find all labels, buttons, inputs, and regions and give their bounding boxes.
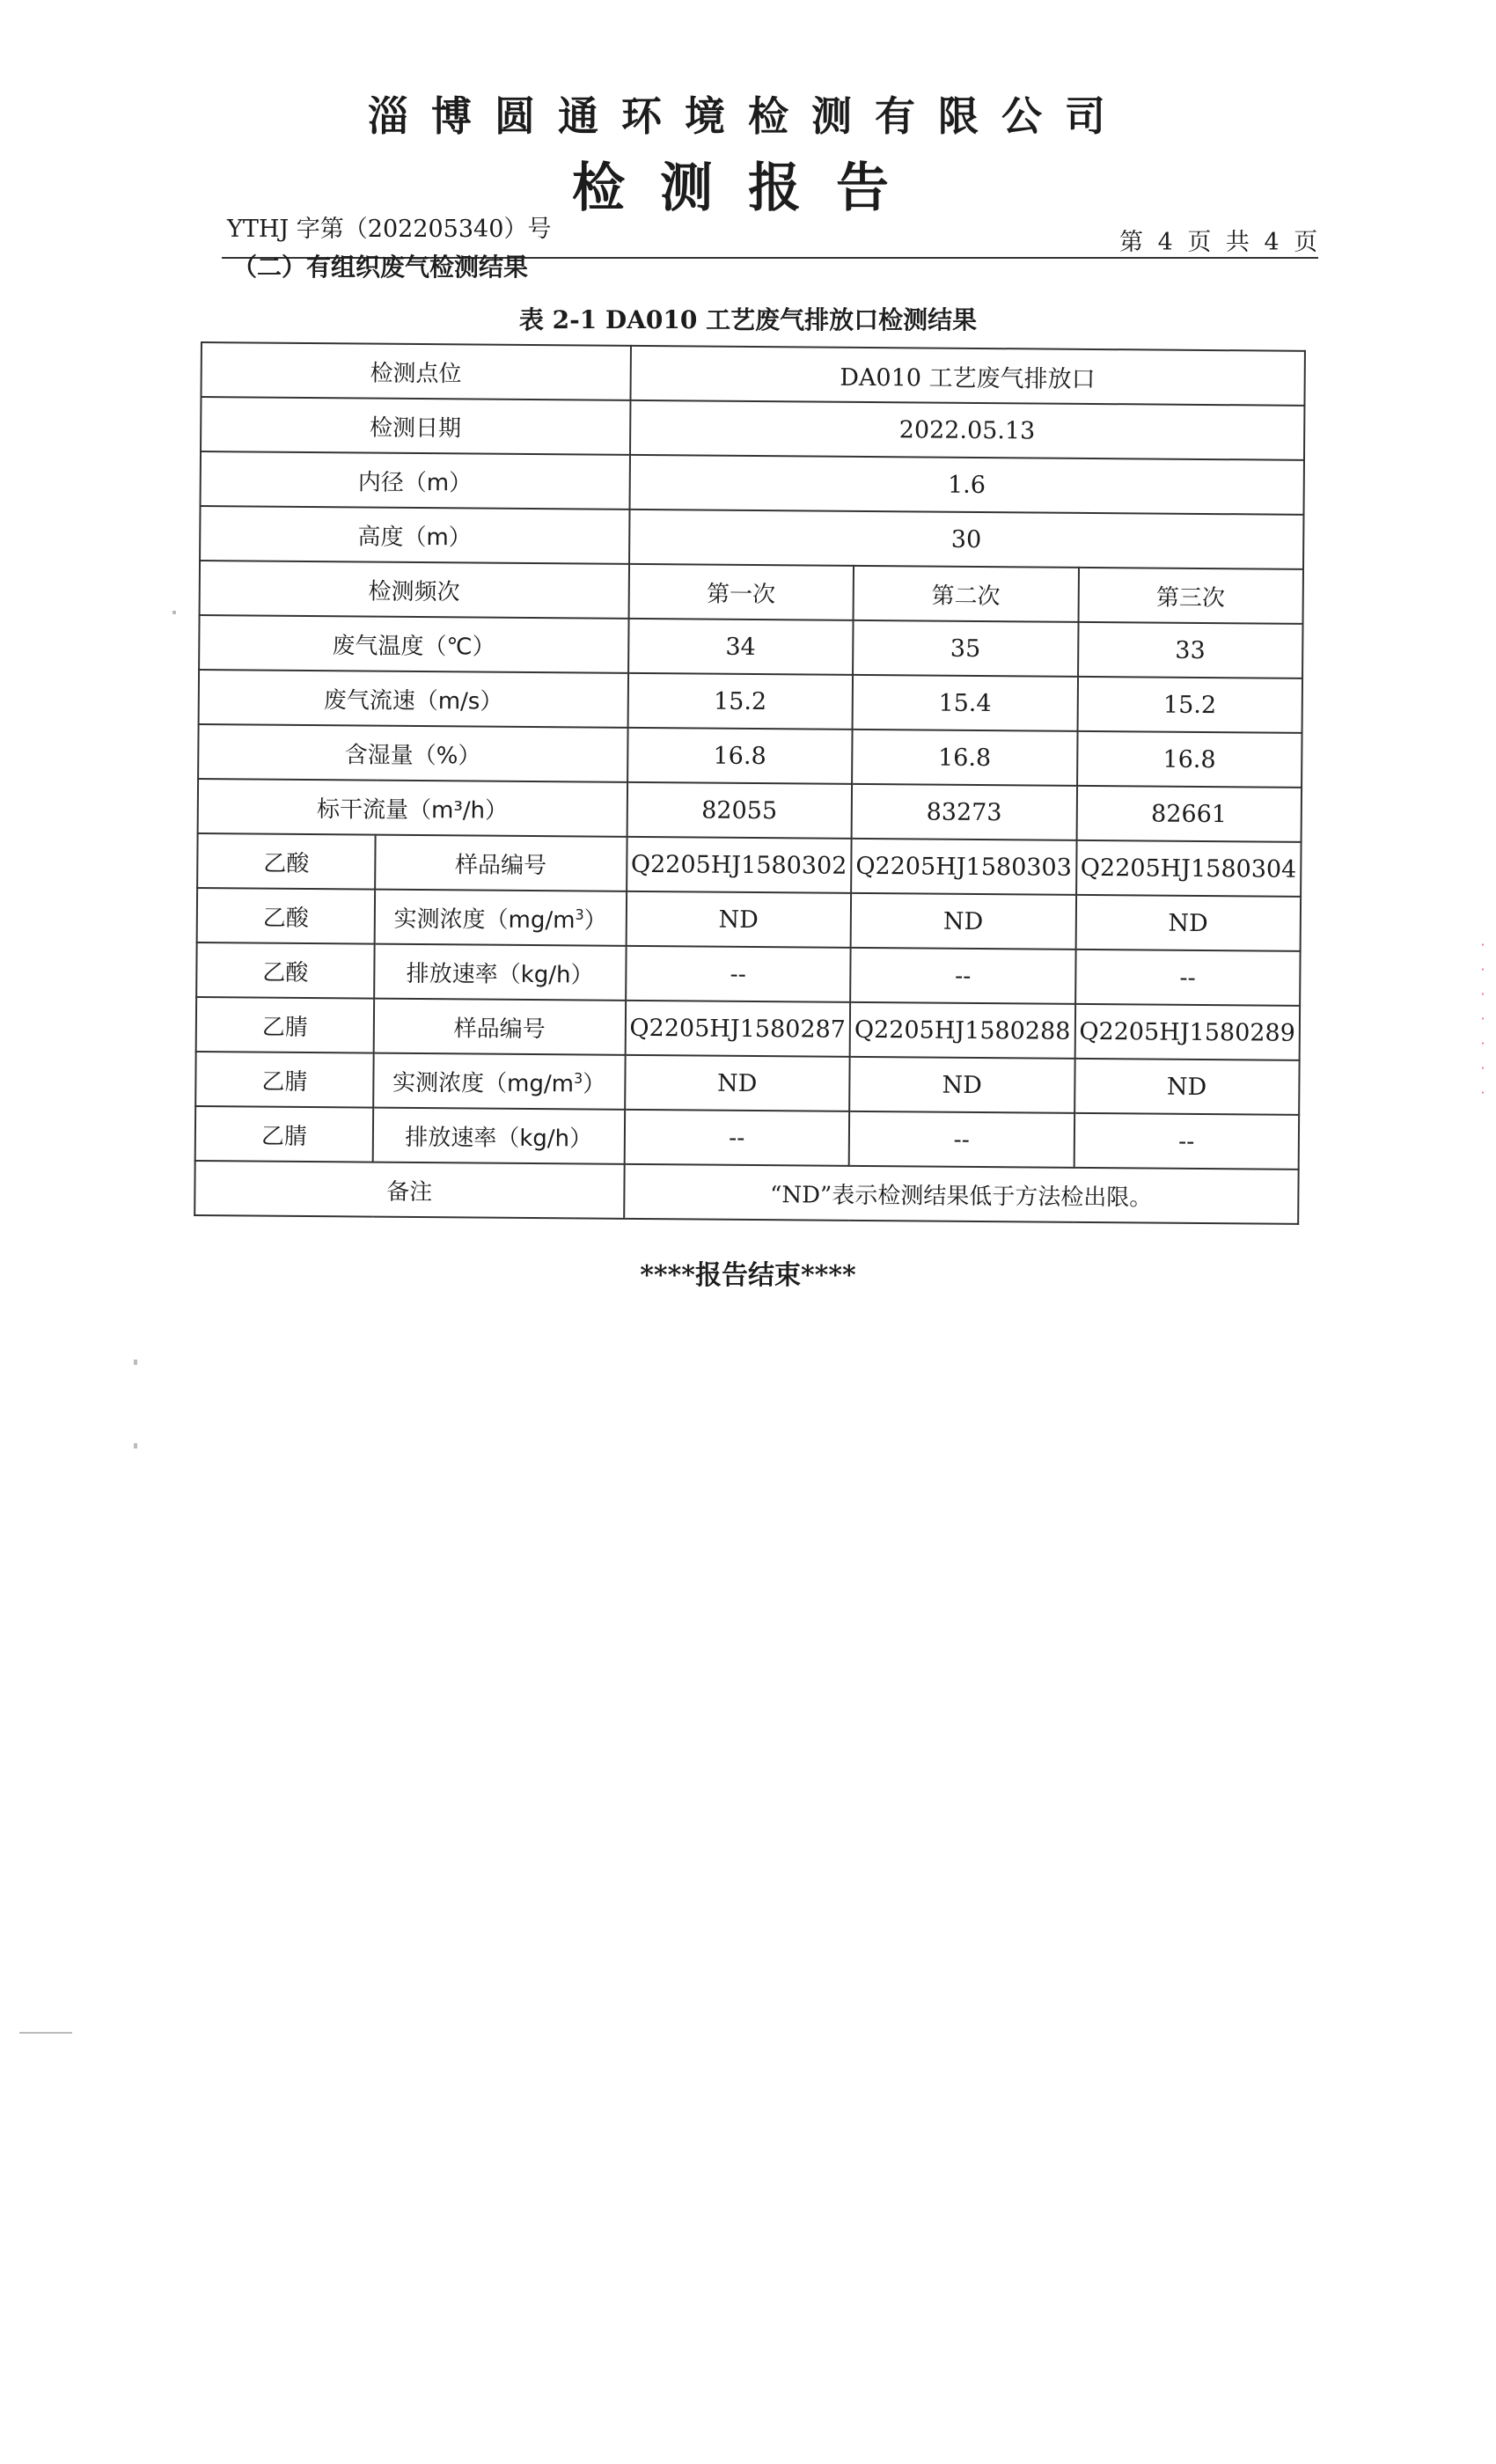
table-row [197,888,1301,951]
flow-cell: 83273 [852,784,1077,840]
frequency-label: 检测频次 [200,561,629,619]
concentration-cell: ND [1075,895,1301,951]
frequency-cell: 第一次 [628,564,854,620]
report-number: YTHJ 字第（202205340）号 [227,216,552,243]
table-row [196,997,1300,1060]
flow-label: 标干流量（m³/h） [198,779,627,837]
scan-speck [134,1443,137,1448]
table-row [198,779,1302,842]
moisture-cell: 16.8 [852,730,1077,786]
table-row [199,615,1302,678]
concentration-cell: ND [849,1057,1074,1113]
page-indicator: 第 4 页 共 4 页 [1119,229,1322,256]
table-row [199,670,1302,733]
frequency-cell: 第三次 [1078,568,1303,624]
concentration-cell: ND [625,1055,850,1111]
date-value: 2022.05.13 [630,400,1305,460]
sample-number-cell: Q2205HJ1580288 [850,1002,1075,1059]
emission-rate-cell: -- [624,1110,849,1166]
remarks-value: “ND”表示检测结果低于方法检出限。 [624,1164,1299,1224]
table-row [198,724,1302,788]
moisture-cell: 16.8 [1077,731,1302,788]
results-table [194,341,1306,1225]
pollutant-name: 乙酸 [196,942,374,999]
table-row [201,397,1304,460]
scan-line [19,2032,72,2034]
concentration-label: 实测浓度$(mg/m^3)$ [375,890,627,946]
height-value: 30 [629,510,1304,569]
table-row [196,942,1300,1006]
pollutant-name: 乙腈 [195,1052,373,1108]
point-value: DA010 工艺废气排放口 [630,346,1305,406]
temperature-cell: 35 [853,620,1078,677]
concentration-cell: ND [851,893,1076,950]
company-name: 淄博圆通环境检测有限公司 [368,92,1128,140]
concentration-label: 实测浓度$(mg/m^3)$ [373,1053,625,1110]
temperature-label: 废气温度（℃） [199,615,628,673]
emission-rate-cell: -- [850,948,1075,1004]
inner-diameter-label: 内径（m） [201,451,630,510]
sample-number-cell: Q2205HJ1580289 [1074,1004,1300,1060]
height-label: 高度（m） [200,506,629,564]
velocity-cell: 15.4 [853,675,1078,731]
table-row [201,451,1304,515]
table-row [197,833,1301,897]
sample-number-label: 样品编号 [375,835,627,891]
pollutant-name: 乙酸 [197,833,375,890]
inner-diameter-value: 1.6 [629,455,1304,515]
frequency-cell: 第二次 [854,566,1079,622]
table-row [200,506,1303,569]
scan-speck [134,1360,137,1365]
sample-number-cell: Q2205HJ1580302 [627,837,852,893]
emission-rate-label: 排放速率（kg/h） [374,944,626,1001]
scan-speck [172,611,176,614]
sample-number-cell: Q2205HJ1580287 [625,1001,850,1057]
velocity-label: 废气流速（m/s） [199,670,628,728]
emission-rate-cell: -- [626,946,851,1002]
table-row [195,1106,1299,1170]
table-row [194,1161,1298,1224]
concentration-cell: ND [626,891,851,948]
document-title: 检测报告 [572,158,924,219]
pollutant-name: 乙腈 [195,1106,373,1162]
date-label: 检测日期 [201,397,630,455]
table-row [200,561,1303,624]
moisture-label: 含湿量（%） [198,724,627,782]
concentration-cell: ND [1074,1059,1300,1115]
moisture-cell: 16.8 [627,728,853,784]
emission-rate-cell: -- [1075,950,1301,1006]
pollutant-name: 乙酸 [197,888,375,944]
temperature-cell: 34 [628,619,854,675]
seal-edge-mark: · · · · · · · [1480,936,1485,1101]
table-row [202,342,1305,406]
temperature-cell: 33 [1078,622,1303,678]
emission-rate-cell: -- [1074,1113,1299,1170]
velocity-cell: 15.2 [627,673,853,730]
remarks-label: 备注 [194,1161,624,1219]
table-caption: 表 2-1 DA010 工艺废气排放口检测结果 [518,305,978,334]
flow-cell: 82661 [1076,786,1302,842]
table-row [195,1052,1299,1115]
section-heading: （二）有组织废气检测结果 [232,253,529,282]
point-label: 检测点位 [202,342,631,400]
velocity-cell: 15.2 [1077,677,1302,733]
emission-rate-label: 排放速率（kg/h） [373,1108,625,1164]
flow-cell: 82055 [627,782,852,839]
emission-rate-cell: -- [849,1111,1074,1168]
sample-number-cell: Q2205HJ1580303 [851,839,1076,895]
report-end-mark: ****报告结束**** [640,1260,856,1291]
pollutant-name: 乙腈 [196,997,374,1053]
sample-number-cell: Q2205HJ1580304 [1076,840,1302,897]
sample-number-label: 样品编号 [374,999,626,1055]
